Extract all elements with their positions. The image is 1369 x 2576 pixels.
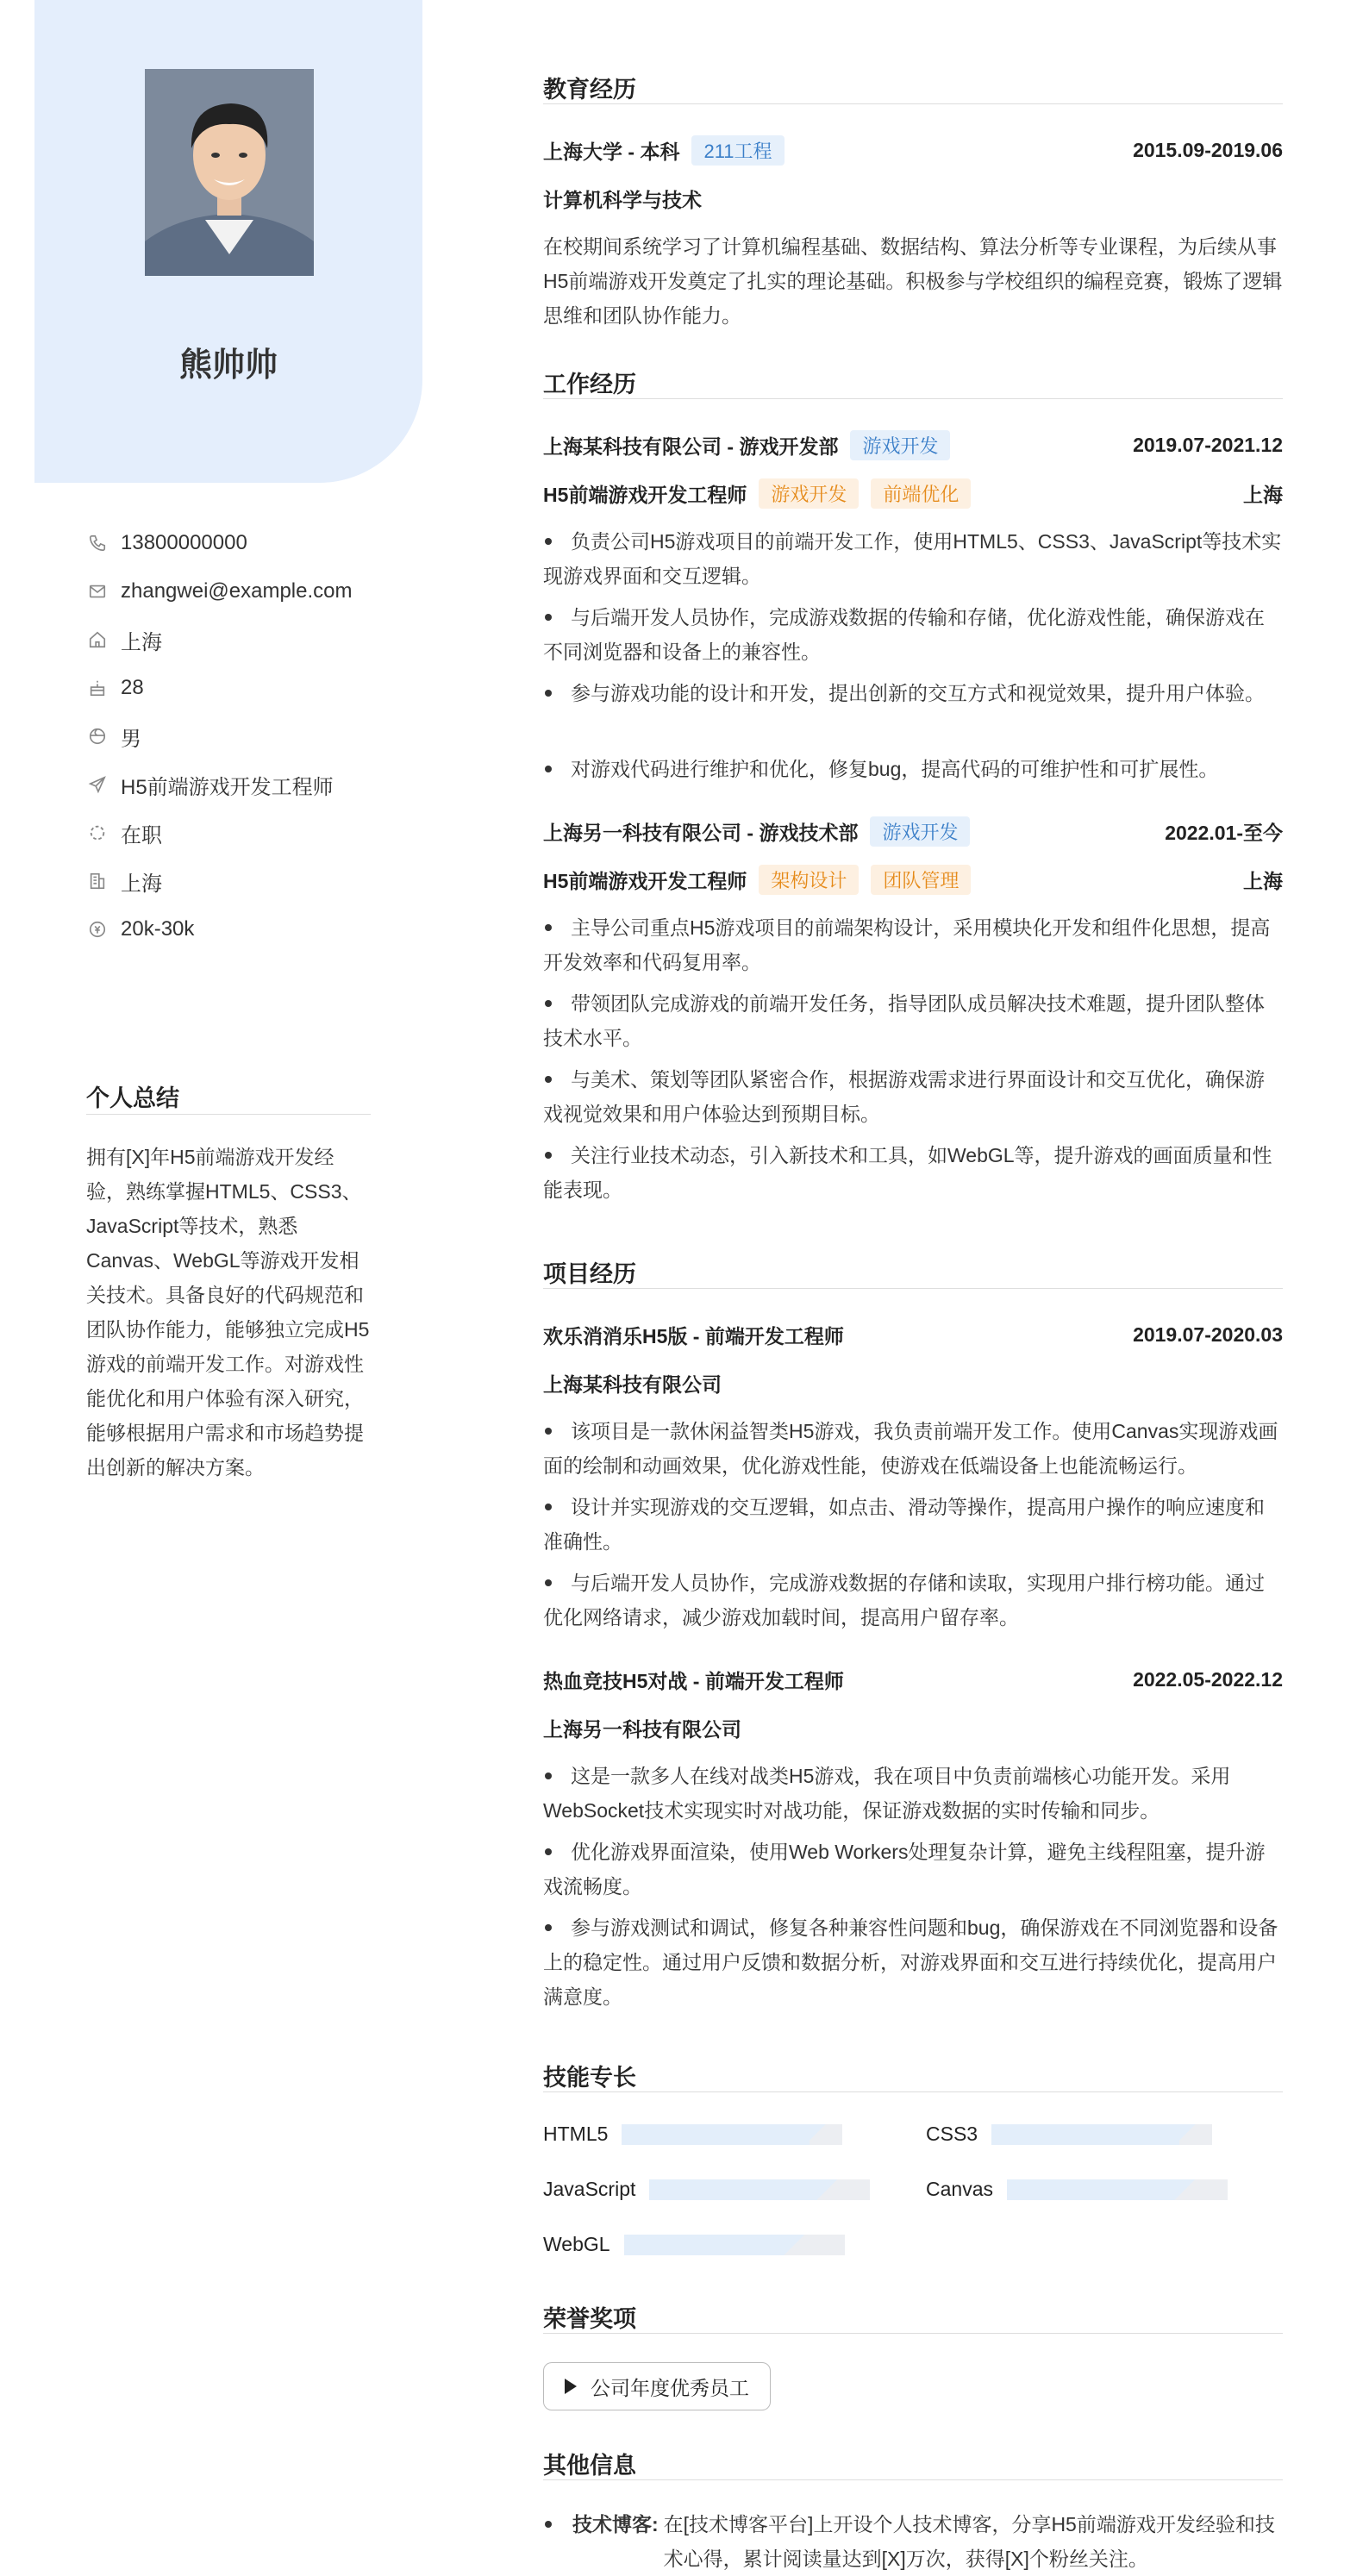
contact-text: 上海 xyxy=(121,872,162,896)
work-role-row xyxy=(543,862,1283,897)
skill-item xyxy=(543,2178,870,2201)
summary-title: 个人总结 xyxy=(86,1085,179,1111)
phone-icon xyxy=(86,532,109,554)
project-bullet: 与后端开发人员协作，完成游戏数据的存储和读取，实现用户排行榜功能。通过优化网络请求，减少游戏加载时间，提高用户留存率。 xyxy=(543,1572,1265,1629)
profile-card xyxy=(34,0,422,483)
skill-name: WebGL xyxy=(543,2233,610,2255)
project-bullet: 优化游戏界面渲染，使用Web Workers处理复杂计算，避免主线程阻塞，提升游戏流畅度。 xyxy=(543,1841,1266,1898)
education-desc: 在校期间系统学习了计算机编程基础、数据结构、算法分析等专业课程，为后续从事H5前端游戏开发奠定了扎实的理论基础。积极参与学校组织的编程竞赛，锻炼了逻辑思维和团队协作能力。 xyxy=(543,235,1283,327)
project-company: 上海另一科技有限公司 xyxy=(543,1717,741,1741)
project-name: 热血竞技H5对战 - 前端开发工程师 xyxy=(543,1669,844,1692)
contact-text: 上海 xyxy=(121,630,162,654)
project-bullet: 参与游戏测试和调试，修复各种兼容性问题和bug，确保游戏在不同浏览器和设备上的稳定性。通过用户反馈和数据分析，对游戏界面和交互进行持续优化，提高用户满意度。 xyxy=(543,1916,1278,2008)
divider xyxy=(86,1114,371,1115)
contact-text: 男 xyxy=(121,727,141,751)
project-header xyxy=(543,1662,1283,1697)
gender-icon xyxy=(86,725,109,747)
skill-name: CSS3 xyxy=(926,2123,978,2145)
skill-bar xyxy=(622,2124,842,2145)
projects-title: 项目经历 xyxy=(543,1261,636,1287)
work-bullet: 参与游戏功能的设计和开发，提出创新的交互方式和视觉效果，提升用户体验。 xyxy=(543,676,1283,710)
contact-text: zhangwei@example.com xyxy=(121,579,353,603)
person-name: 熊帅帅 xyxy=(178,347,278,384)
contact-text: 20k-30k xyxy=(121,917,195,941)
other-value: 在[技术博客平台]上开设个人技术博客，分享H5前端游戏开发经验和技术心得，累计阅读量达到[X]万次，获得[X]个粉丝关注。 xyxy=(663,2513,1275,2570)
work-bullet: 负责公司H5游戏项目的前端开发工作，使用HTML5、CSS3、JavaScript等技术实现游戏界面和交互逻辑。 xyxy=(543,530,1282,587)
skill-bar xyxy=(991,2124,1212,2145)
status-icon xyxy=(86,822,109,844)
contact-text: 在职 xyxy=(121,823,162,847)
project-bullet: 这是一款多人在线对战类H5游戏，我在项目中负责前端核心功能开发。采用WebSocket技术实现实时对战功能，保证游戏数据的实时传输和同步。 xyxy=(543,1765,1231,1822)
education-date: 2015.09-2019.06 xyxy=(1133,138,1283,161)
sidebar xyxy=(34,0,397,2576)
contact-position xyxy=(86,767,379,802)
contact-city xyxy=(86,864,379,898)
education-header xyxy=(543,133,1283,167)
award-toggle-button[interactable] xyxy=(543,2362,771,2410)
work-role-row xyxy=(543,476,1283,510)
avatar-illustration xyxy=(145,69,314,276)
role-tag: 架构设计 xyxy=(759,865,859,895)
skill-item xyxy=(926,2178,1228,2201)
divider xyxy=(543,398,1283,399)
contact-text: 13800000000 xyxy=(121,531,247,554)
contact-gender xyxy=(86,719,379,753)
contact-text: H5前端游戏开发工程师 xyxy=(121,775,334,799)
other-key: 技术博客: xyxy=(572,2513,659,2535)
skills-title: 技能专长 xyxy=(543,2065,636,2091)
work-role: H5前端游戏开发工程师 xyxy=(543,483,747,506)
education-major-row xyxy=(543,181,1283,216)
project-company-row xyxy=(543,1710,1283,1745)
project-bullet: 该项目是一款休闲益智类H5游戏，我负责前端开发工作。使用Canvas实现游戏画面的绘制和动画效果，优化游戏性能，使游戏在低端设备上也能流畅运行。 xyxy=(543,1420,1278,1477)
contact-phone xyxy=(86,526,379,560)
other-item xyxy=(543,2507,1283,2576)
role-tag: 前端优化 xyxy=(871,478,971,509)
project-header xyxy=(543,1317,1283,1352)
contact-location xyxy=(86,622,379,657)
project-company: 上海某科技有限公司 xyxy=(543,1372,722,1396)
work-company-row xyxy=(543,428,1283,462)
award-label: 公司年度优秀员工 xyxy=(591,2376,749,2399)
work-bullet: 带领团队完成游戏的前端开发任务，指导团队成员解决技术难题，提升团队整体技术水平。 xyxy=(543,992,1265,1049)
skill-item xyxy=(543,2233,845,2256)
project-name: 欢乐消消乐H5版 - 前端开发工程师 xyxy=(543,1324,844,1347)
work-city: 上海 xyxy=(1243,869,1283,892)
contact-text: 28 xyxy=(121,676,144,699)
skill-bar xyxy=(1007,2179,1228,2200)
work-bullet: 与后端开发人员协作，完成游戏数据的传输和存储，优化游戏性能，确保游戏在不同浏览器和设备上的兼容性。 xyxy=(543,606,1265,663)
company-tag: 游戏开发 xyxy=(870,816,970,847)
skill-name: Canvas xyxy=(926,2178,993,2200)
role-tag: 团队管理 xyxy=(871,865,971,895)
work-bullet: 关注行业技术动态，引入新技术和工具，如WebGL等，提升游戏的画面质量和性能表现。 xyxy=(543,1144,1272,1201)
summary-text: 拥有[X]年H5前端游戏开发经验，熟练掌握HTML5、CSS3、JavaScript等技术，熟悉Canvas、WebGL等游戏开发相关技术。具备良好的代码规范和团队协作能力，能够独立完成H5游戏的前端开发工作。对游戏性能优化和用户体验有深入研究，能够根据用户需求和市场趋势提出创新的解决方案。 xyxy=(86,1146,370,1479)
company-tag: 游戏开发 xyxy=(850,430,950,460)
work-date: 2019.07-2021.12 xyxy=(1133,433,1283,456)
divider xyxy=(543,2479,1283,2480)
honors-title: 荣誉奖项 xyxy=(543,2306,636,2332)
contact-salary xyxy=(86,912,379,947)
education-title: 教育经历 xyxy=(543,77,636,103)
contact-status xyxy=(86,816,379,850)
send-icon xyxy=(86,773,109,796)
skill-name: JavaScript xyxy=(543,2178,636,2200)
work-title: 工作经历 xyxy=(543,372,636,397)
work-company: 上海另一科技有限公司 - 游戏技术部 xyxy=(543,821,859,844)
contact-age xyxy=(86,671,379,705)
role-tag: 游戏开发 xyxy=(759,478,859,509)
divider xyxy=(543,103,1283,104)
play-icon xyxy=(565,2379,577,2394)
other-title: 其他信息 xyxy=(543,2453,636,2479)
school-tag: 211工程 xyxy=(691,135,784,166)
contact-email xyxy=(86,574,379,609)
skill-item xyxy=(926,2123,1212,2146)
home-icon xyxy=(86,628,109,651)
mail-icon xyxy=(86,580,109,603)
cake-icon xyxy=(86,677,109,699)
avatar-photo xyxy=(145,69,314,276)
work-bullet: 对游戏代码进行维护和优化，修复bug，提高代码的可维护性和可扩展性。 xyxy=(543,752,1283,786)
education-major: 计算机科学与技术 xyxy=(543,188,702,211)
work-city: 上海 xyxy=(1243,483,1283,506)
work-bullet: 主导公司重点H5游戏项目的前端架构设计，采用模块化开发和组件化思想，提高开发效率和代码复用率。 xyxy=(543,916,1271,973)
divider xyxy=(543,2333,1283,2334)
building-icon xyxy=(86,870,109,892)
project-date: 2019.07-2020.03 xyxy=(1133,1322,1283,1346)
skill-bar xyxy=(649,2179,870,2200)
project-bullet: 设计并实现游戏的交互逻辑，如点击、滑动等操作，提高用户操作的响应速度和准确性。 xyxy=(543,1496,1265,1553)
project-date: 2022.05-2022.12 xyxy=(1133,1667,1283,1691)
skill-bar xyxy=(624,2235,845,2255)
project-company-row xyxy=(543,1366,1283,1400)
school-name: 上海大学 - 本科 xyxy=(543,140,680,163)
work-company: 上海某科技有限公司 - 游戏开发部 xyxy=(543,435,839,458)
skill-name: HTML5 xyxy=(543,2123,609,2145)
divider xyxy=(543,2091,1283,2092)
work-date: 2022.01-至今 xyxy=(1165,821,1283,844)
work-bullet: 与美术、策划等团队紧密合作，根据游戏需求进行界面设计和交互优化，确保游戏视觉效果和用户体验达到预期目标。 xyxy=(543,1068,1265,1125)
skill-item xyxy=(543,2123,842,2146)
work-role: H5前端游戏开发工程师 xyxy=(543,869,747,892)
divider xyxy=(543,1288,1283,1289)
work-company-row xyxy=(543,814,1283,848)
salary-icon xyxy=(86,918,109,941)
